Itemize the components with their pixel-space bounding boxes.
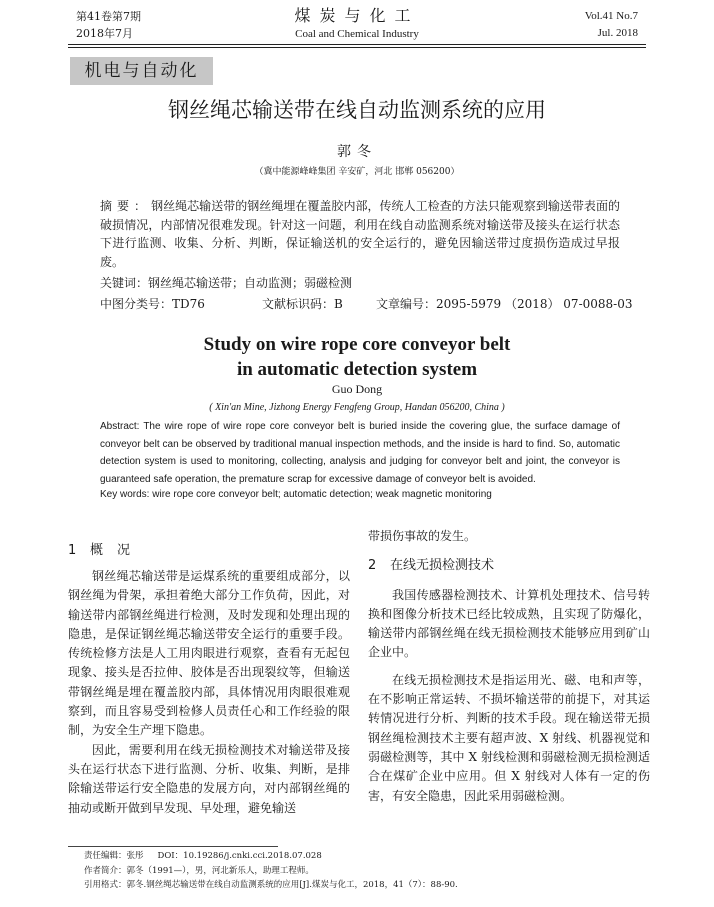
keywords-cn-text: 钢丝绳芯输送带；自动监测；弱磁检测 [148,276,353,290]
section-number: 1 [68,543,77,558]
abstract-cn-text: 钢丝绳芯输送带的钢丝绳埋在覆盖胶内部，传统人工检查的方法只能观察到输送带表面的破损情况，内部情况很难发现。针对这一问题，利用在线自动监测系统对输送带及接头在运行状态下进行监测、收集、分析、判断，保证输送机的安全运行的，避免因输送带过度损伤造成过早报废。 [100,199,620,269]
footnote-editor: 责任编辑：张彤 [84,851,144,861]
page-header [0,0,714,46]
body-column-left [68,567,350,818]
article-title-cn: 钢丝绳芯输送带在线自动监测系统的应用 [168,98,546,122]
section-heading [368,556,650,575]
affiliation-cn: （冀中能源峰峰集团 辛安矿，河北 邯郸 056200） [254,167,460,177]
body-paragraph: 我国传感器检测技术、计算机处理技术、信号转换和图像分析技术已经比较成熟，且实现了防爆化，输送带内部钢丝绳在线无损检测技术能够应用到矿山企业中。 [368,587,650,660]
title-en-line: Study on wire rope core conveyor belt [203,334,511,355]
keywords-cn-label: 关键词： [100,276,149,290]
title-en-line: in automatic detection system [236,359,478,380]
section-number: 2 [368,558,377,574]
document-code: 文献标识码：B [262,297,343,311]
date-cn: 2018年7月 [76,27,133,40]
keywords-cn [100,274,620,292]
keywords-en-text: wire rope core conveyor belt; automatic detection; weak magnetic monitoring [152,489,492,500]
abstract-en-text: The wire rope of wire rope core conveyor belt is buried inside the covering glue, the surface damage of conveyor belt can be observed by traditional manual inspection methods, and the inside is hard to find. So, automatic detection system is used to monitoring, collecting, analysis and judging for conveyor belt and joint, the conveyor is guaranteed safe operation, the premature scrap for excessive damage of conveyor belt is avoided. [100,421,620,485]
footnote-rule [68,846,278,847]
body-paragraph-continued: 带损伤事故的发生。 [368,529,477,543]
journal-name-cn: 煤炭与化工 [294,6,420,25]
affiliation-en: ( Xin'an Mine, Jizhong Energy Fengfeng Group, Handan 056200, China ) [209,402,505,413]
volume-cn: 第41卷第7期 [76,10,141,23]
clc-number: 中图分类号：TD76 [100,297,205,311]
journal-name-en: Coal and Chemical Industry [295,28,419,40]
header-right [585,8,638,42]
footnote-citation: 引用格式：郭冬.钢丝绳芯输送带在线自动监测系统的应用[J].煤炭与化工，2018，41（7）：88-90. [84,880,458,890]
body-paragraph: 钢丝绳芯输送带是运煤系统的重要组成部分，以钢丝绳为骨架，承担着绝大部分工作负荷，因此，对输送带内部钢丝绳进行检测，及时发现和处理出现的隐患，是保证钢丝绳芯输送带安全运行的重要手段。传统检修方法是人工用肉眼进行观察，查看有无起包现象、接头是否拉伸、胶体是否出现裂纹等，但输送带钢丝绳是埋在覆盖胶内部，具体情况用肉眼很难观察到，而且容易受到检修人员责任心和工作经验的限制，为安全生产埋下隐患。 [68,569,350,738]
article-number: 文章编号：2095-5979 （2018） 07-0088-03 [376,297,633,311]
footnote-author-bio: 作者简介：郭冬（1991—），男，河北新乐人，助理工程师。 [84,866,314,876]
article-title-en [0,332,714,382]
abstract-cn-label: 摘要： [100,199,152,213]
body-paragraph: 在线无损检测技术是指运用光、磁、电和声等，在不影响正常运转、不损坏输送带的前提下，对其运转情况进行分析、判断的技术手段。现在输送带无损钢丝绳检测技术主要有超声波、X 射线、机器视觉和弱磁检测等，其中 X 射线检测和弱磁检测无损检测适合在煤矿企业中应用。但 X 射线对人体有一定的伤害，有安全隐患，因此采用弱磁检测。 [368,672,650,803]
header-rule [68,47,646,48]
abstract-en [100,418,620,488]
keywords-en [100,486,620,503]
body-column-right [368,527,650,806]
date-en: Jul. 2018 [597,27,638,39]
body-paragraph: 因此，需要利用在线无损检测技术对输送带及接头在运行状态下进行监测、分析、收集、判断，是排除输送带运行安全隐患的发展方向，对内部钢丝绳的抽动或断开做到早发现、早处理，避免输送 [68,742,350,815]
footnote-editor-doi [84,849,644,863]
abstract-cn [100,197,620,271]
keywords-en-label: Key words: [100,489,150,500]
author-cn: 郭冬 [337,144,377,160]
author-en: Guo Dong [331,382,383,396]
footnote-doi: DOI：10.19286/j.cnki.cci.2018.07.028 [157,851,322,861]
header-rule [68,44,646,45]
abstract-en-label: Abstract: [100,421,140,432]
section-title: 在线无损检测技术 [390,558,495,574]
section-tag: 机电与自动化 [70,57,213,85]
section-title: 概况 [90,543,145,558]
volume-en: Vol.41 No.7 [584,10,638,22]
section-heading [68,541,350,561]
